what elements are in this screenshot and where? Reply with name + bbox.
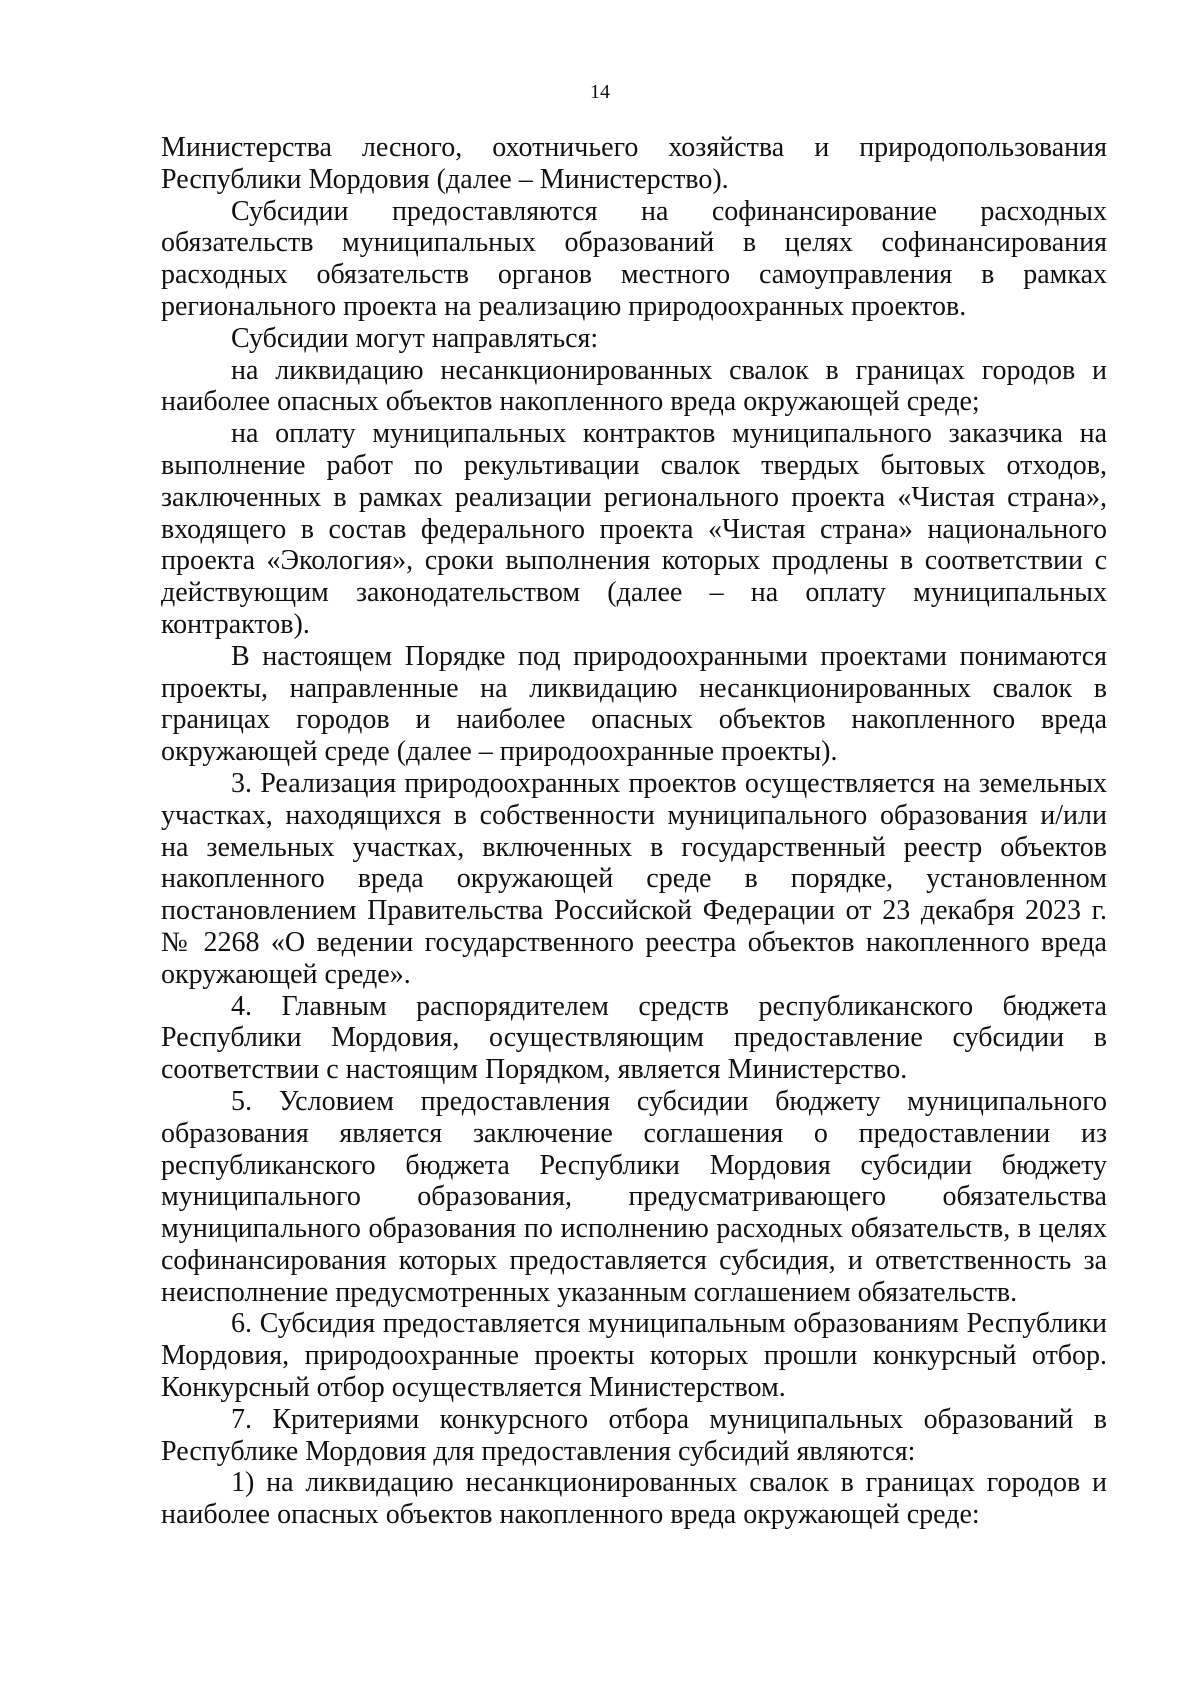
paragraph-direction-liquidation: на ликвидацию несанкционированных свалок в границах городов и наиболее опасных объектов накопленного вреда окружающей среде; — [161, 354, 1107, 418]
paragraph-item-7-1: 1) на ликвидацию несанкционированных свалок в границах городов и наиболее опасных объектов накопленного вреда окружающей среде: — [161, 1467, 1107, 1531]
page-number: 14 — [590, 81, 610, 103]
paragraph-item-7: 7. Критериями конкурсного отбора муниципальных образований в Республике Мордовия для предоставления субсидий являются: — [161, 1403, 1107, 1467]
paragraph-subsidy-directions: Субсидии могут направляться: — [231, 322, 599, 354]
paragraph-direction-contracts: на оплату муниципальных контрактов муниципального заказчика на выполнение работ по рекультивации свалок твердых бытовых отходов, заключенных в рамках реализации регионального проекта «Чистая страна», входящего в состав федерального проекта «Чистая страна» национального проекта «Экология», сроки выполнения которых продлены в соответствии с действующим законодательством (далее – на оплату муниципальных контрактов). — [161, 418, 1107, 640]
paragraph-item-4: 4. Главным распорядителем средств республиканского бюджета Республики Мордовия, осуществляющим предоставление субсидии в соответствии с настоящим Порядком, является Министерство. — [161, 990, 1107, 1086]
paragraph-ministry-continuation: Министерства лесного, охотничьего хозяйства и природопользования Республики Мордовия (далее – Министерство). — [161, 132, 1107, 195]
paragraph-item-3: 3. Реализация природоохранных проектов осуществляется на земельных участках, находящихся в собственности муниципального образования и/или на земельных участках, включенных в государственный реестр объектов накопленного вреда окружающей среде в порядке, установленном постановлением Правительства Российской Федерации от 23 декабря 2023 г. № 2268 «О ведении государственного реестра объектов накопленного вреда окружающей среде». — [161, 767, 1107, 990]
paragraph-item-6: 6. Субсидия предоставляется муниципальным образованиям Республики Мордовия, природоохранные проекты которых прошли конкурсный отбор. Конкурсный отбор осуществляется Министерством. — [161, 1308, 1107, 1404]
document-body — [161, 132, 1107, 1531]
paragraph-item-5: 5. Условием предоставления субсидии бюджету муниципального образования является заключение соглашения о предоставлении из республиканского бюджета Республики Мордовия субсидии бюджету муниципального образования, предусматривающего обязательства муниципального образования по исполнению расходных обязательств, в целях софинансирования которых предоставляется субсидия, и ответственность за неисполнение предусмотренных указанным соглашением обязательств. — [161, 1085, 1107, 1308]
paragraph-subsidy-purpose: Субсидии предоставляются на софинансирование расходных обязательств муниципальных образований в целях софинансирования расходных обязательств органов местного самоуправления в рамках регионального проекта на реализацию природоохранных проектов. — [161, 195, 1107, 322]
paragraph-definition-projects: В настоящем Порядке под природоохранными проектами понимаются проекты, направленные на ликвидацию несанкционированных свалок в границах городов и наиболее опасных объектов накопленного вреда окружающей среде (далее – природоохранные проекты). — [161, 640, 1107, 768]
